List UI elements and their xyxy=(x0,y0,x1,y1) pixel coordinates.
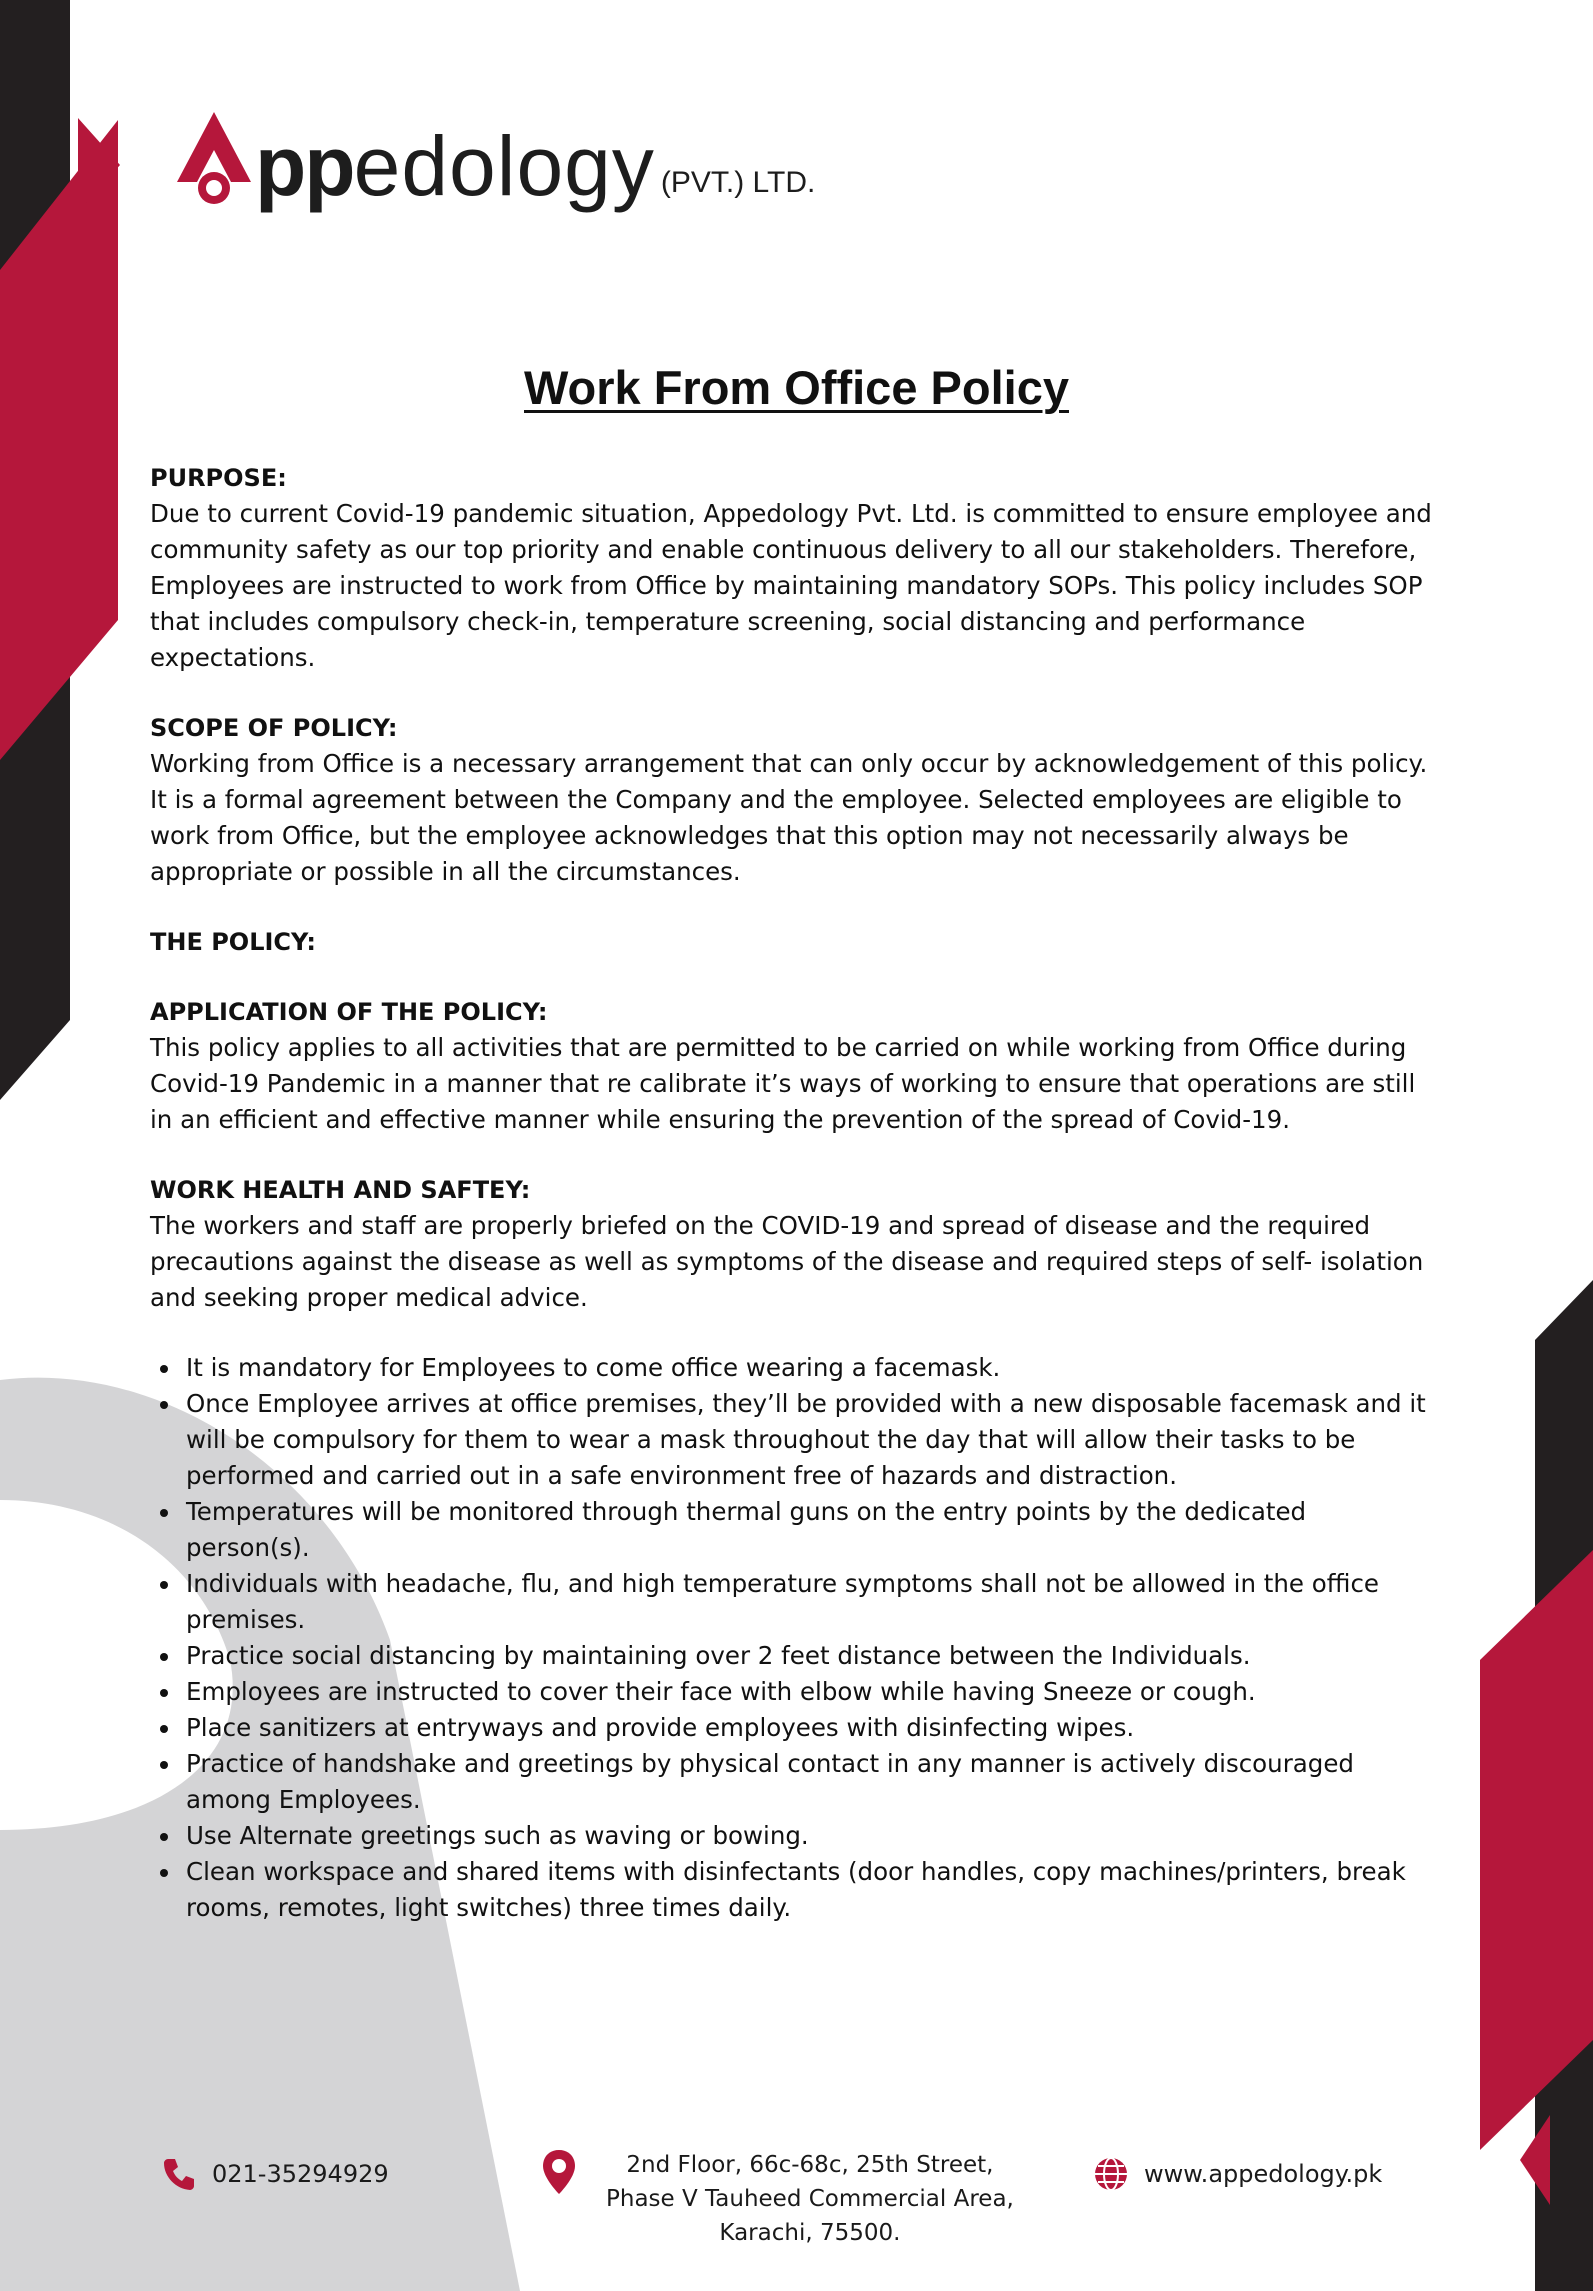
list-item: • Place sanitizers at entryways and provide employees with disinfecting wipes. xyxy=(182,1710,1435,1746)
logo-suffix: (PVT.) LTD. xyxy=(660,166,816,199)
website-link[interactable]: www.appedology.pk xyxy=(1144,2160,1383,2188)
list-item: • Temperatures will be monitored through thermal guns on the entry points by the dedicated person(s). xyxy=(182,1494,1435,1566)
application-text: This policy applies to all activities that are permitted to be carried on while working from Office during Covid-19 Pandemic in a manner that re calibrate it’s ways of working to ensure that operations are still in an efficient and effective manner while ensuring the prevention of the spread of Covid-19. xyxy=(150,1033,1416,1134)
address-line-2: Phase V Tauheed Commercial Area, xyxy=(606,2186,1014,2212)
scope-text: Working from Office is a necessary arrangement that can only occur by acknowledgement of this policy. It is a formal agreement between the Company and the employee. Selected employees are eligible to work from Office, but the employee acknowledges that this option may not necessarily always be appropriate or possible in all the circumstances. xyxy=(150,749,1428,886)
list-item: • Practice of handshake and greetings by physical contact in any manner is actively discouraged among Employees. xyxy=(182,1746,1435,1818)
logo-a-mark-icon xyxy=(175,108,253,208)
address-line-3: Karachi, 75500. xyxy=(719,2220,901,2246)
safety-bullet-list xyxy=(150,1350,1435,1926)
phone-number[interactable]: 021-35294929 xyxy=(212,2160,389,2188)
document-title: Work From Office Policy xyxy=(524,361,1069,414)
location-pin-icon xyxy=(540,2148,578,2196)
footer-address xyxy=(540,2148,1040,2250)
company-logo xyxy=(175,98,816,213)
health-heading: WORK HEALTH AND SAFTEY: xyxy=(150,1176,531,1204)
list-item: • Once Employee arrives at office premises, they’ll be provided with a new disposable facemask and it will be compulsory for them to wear a mask throughout the day that will allow their tasks to be performed and carried out in a safe environment free of hazards and distraction. xyxy=(182,1386,1435,1494)
list-item: • Practice social distancing by maintaining over 2 feet distance between the Individuals. xyxy=(182,1638,1435,1674)
document-body xyxy=(150,460,1435,1926)
policy-heading: THE POLICY: xyxy=(150,928,316,956)
purpose-heading: PURPOSE: xyxy=(150,464,287,492)
application-heading: APPLICATION OF THE POLICY: xyxy=(150,998,548,1026)
phone-icon xyxy=(160,2155,198,2193)
health-text: The workers and staff are properly briefed on the COVID-19 and spread of disease and the required precautions against the disease as well as symptoms of the disease and required steps of self- isolation and seeking proper medical advice. xyxy=(150,1211,1424,1312)
footer-phone xyxy=(160,2155,389,2193)
list-item: • Clean workspace and shared items with disinfectants (door handles, copy machines/printers, break rooms, remotes, light switches) three times daily. xyxy=(182,1854,1435,1926)
globe-icon xyxy=(1092,2155,1130,2193)
list-item: • Use Alternate greetings such as waving or bowing. xyxy=(182,1818,1435,1854)
logo-wordmark: edology xyxy=(353,119,655,213)
purpose-text: Due to current Covid-19 pandemic situation, Appedology Pvt. Ltd. is committed to ensure employee and community safety as our top priority and enable continuous delivery to all our stakeholders. Therefore, Employees are instructed to work from Office by maintaining mandatory SOPs. This policy includes SOP that includes compulsory check-in, temperature screening, social distancing and performance expectations. xyxy=(150,499,1432,672)
logo-pp: pp xyxy=(255,119,354,213)
list-item: • Individuals with headache, flu, and high temperature symptoms shall not be allowed in the office premises. xyxy=(182,1566,1435,1638)
list-item: • Employees are instructed to cover their face with elbow while having Sneeze or cough. xyxy=(182,1674,1435,1710)
scope-heading: SCOPE OF POLICY: xyxy=(150,714,398,742)
address-line-1: 2nd Floor, 66c-68c, 25th Street, xyxy=(626,2152,994,2178)
footer-website xyxy=(1092,2155,1382,2193)
list-item: • It is mandatory for Employees to come office wearing a facemask. xyxy=(182,1350,1435,1386)
